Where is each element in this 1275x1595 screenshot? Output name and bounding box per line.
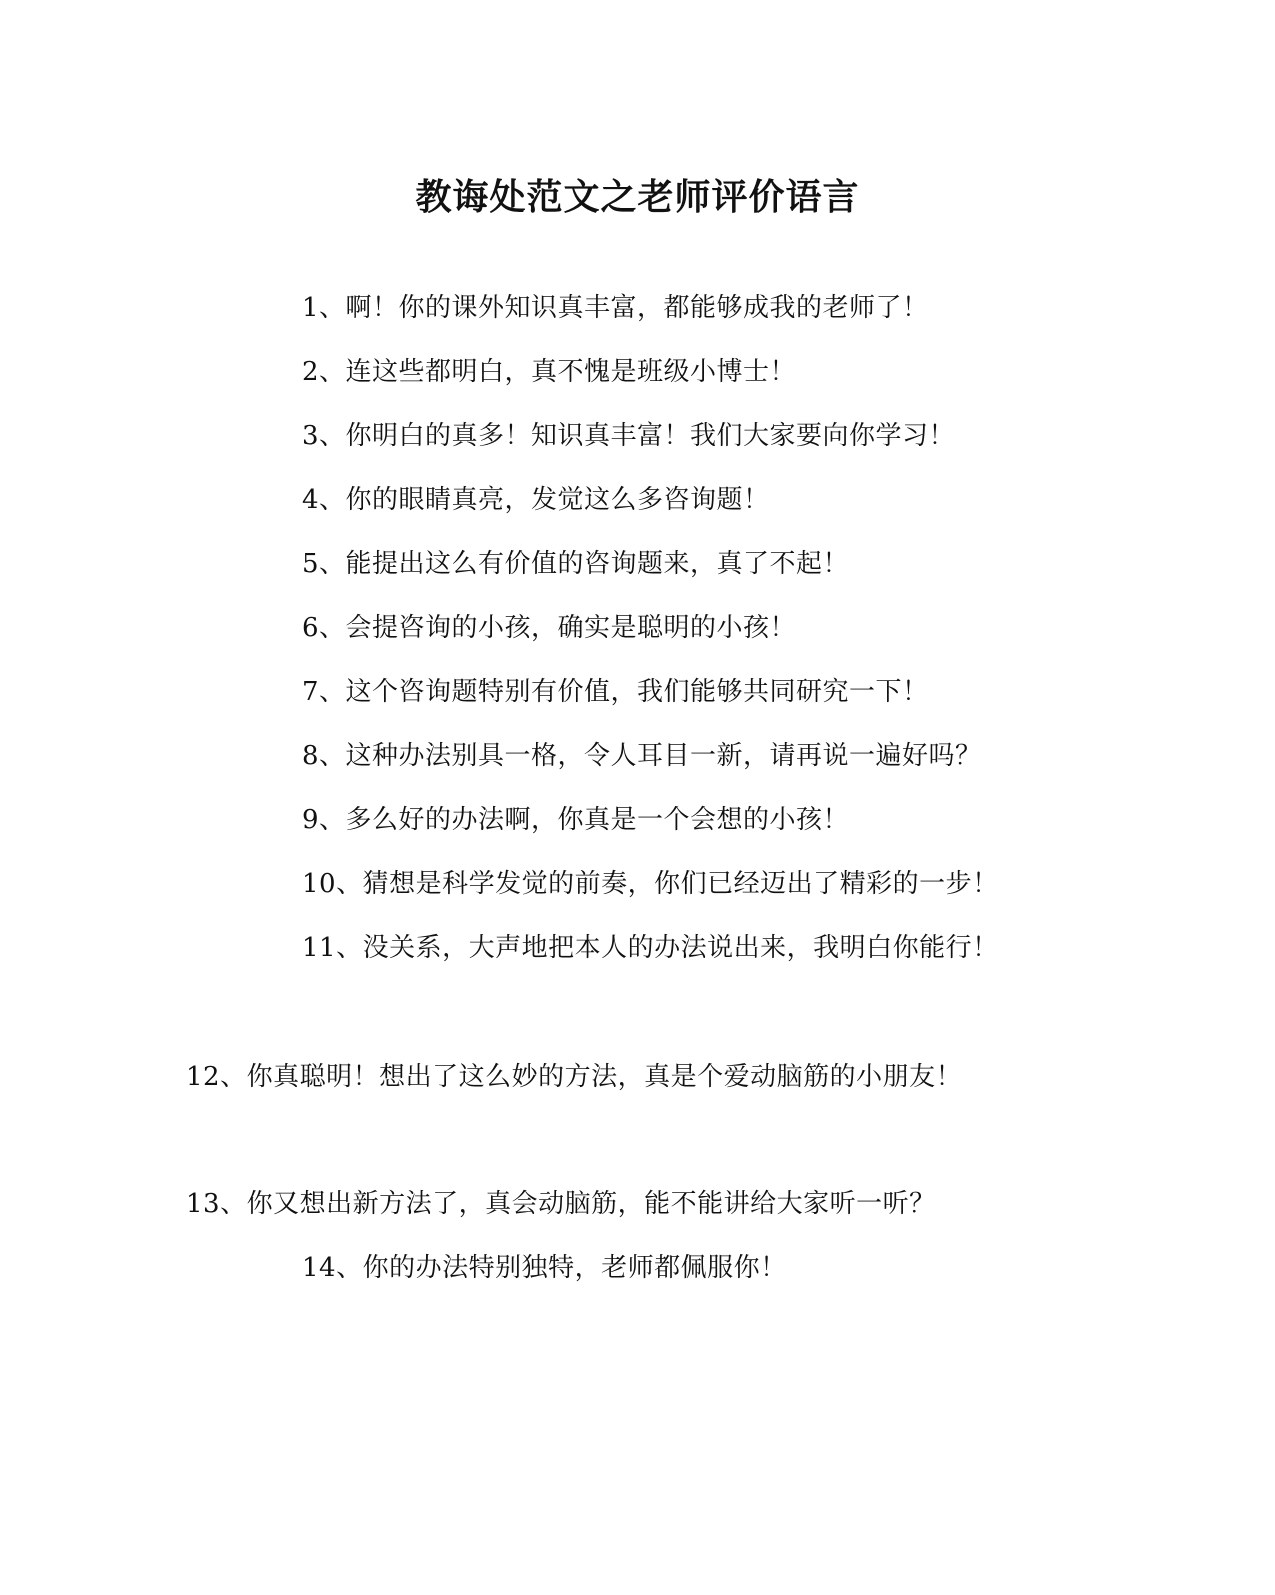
comment-item-7: 7、这个咨询题特别有价值，我们能够共同研究一下！ — [302, 677, 929, 707]
comment-item-4: 4、你的眼睛真亮，发觉这么多咨询题！ — [302, 485, 770, 515]
comment-item-1: 1、啊！你的课外知识真丰富，都能够成我的老师了！ — [302, 293, 929, 323]
comment-item-14: 14、你的办法特别独特，老师都佩服你！ — [302, 1253, 787, 1283]
comment-item-9: 9、多么好的办法啊，你真是一个会想的小孩！ — [302, 805, 850, 835]
comment-item-2: 2、连这些都明白，真不愧是班级小博士！ — [302, 357, 797, 387]
document-title: 教诲处范文之老师评价语言 — [415, 176, 860, 218]
comment-item-10: 10、猜想是科学发觉的前奏，你们已经迈出了精彩的一步！ — [302, 869, 999, 899]
comment-item-11: 11、没关系，大声地把本人的办法说出来，我明白你能行！ — [302, 933, 999, 963]
comment-item-8: 8、这种办法别具一格，令人耳目一新，请再说一遍好吗？ — [302, 741, 982, 771]
comment-item-5: 5、能提出这么有价值的咨询题来，真了不起！ — [302, 549, 850, 579]
comment-item-12: 12、你真聪明！想出了这么妙的方法，真是个爱动脑筋的小朋友！ — [186, 1062, 963, 1092]
comment-item-3: 3、你明白的真多！知识真丰富！我们大家要向你学习！ — [302, 421, 956, 451]
comment-item-13: 13、你又想出新方法了，真会动脑筋，能不能讲给大家听一听？ — [186, 1189, 936, 1219]
comment-item-6: 6、会提咨询的小孩，确实是聪明的小孩！ — [302, 613, 797, 643]
